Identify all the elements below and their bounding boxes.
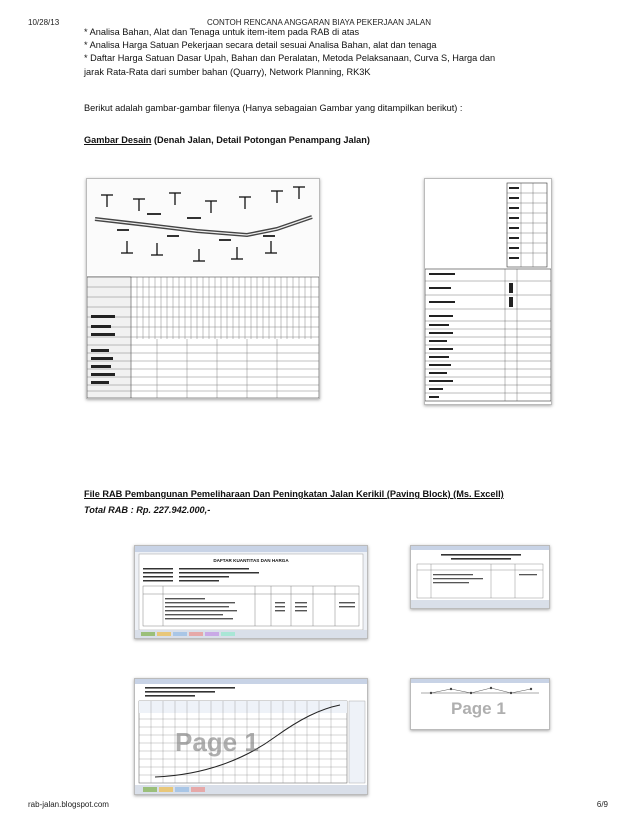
cross-section-drawing-image (424, 178, 552, 405)
footer-url: rab-jalan.blogspot.com (28, 800, 109, 809)
header-title: CONTOH RENCANA ANGGARAN BIAYA PEKERJAAN JALAN (206, 18, 432, 27)
section-design-heading (84, 134, 564, 147)
page-watermark: Page 1 (175, 727, 259, 757)
list-item: jarak Rata-Rata dari sumber bahan (Quarry), Network Planning, RK3K (84, 66, 371, 77)
rab-summary-sheet-image (410, 545, 550, 609)
section-design-title: Gambar Desain (84, 135, 152, 145)
total-rab: Total RAB : Rp. 227.942.000,- (84, 505, 211, 516)
list-item: * Daftar Harga Satuan Dasar Upah, Bahan dan Peralatan, Metoda Pelaksanaan, Curva S, Harga dan (84, 53, 496, 64)
list-item: * Analisa Bahan, Alat dan Tenaga untuk item-item pada RAB di atas (84, 27, 360, 37)
network-planning-sheet-image (410, 678, 550, 730)
section-rab-heading (84, 488, 564, 517)
section-design-subtitle: (Denah Jalan, Detail Potongan Penampang Jalan) (151, 135, 370, 145)
page-watermark: Page 1 (451, 699, 506, 718)
footer-page-number: 6/9 (596, 800, 608, 809)
feature-list (84, 26, 564, 79)
rab-quantity-sheet-image (134, 545, 368, 639)
list-item: * Analisa Harga Satuan Pekerjaan secara detail sesuai Analisa Bahan, alat dan tenaga (84, 40, 437, 51)
spreadsheet-title: DAFTAR KUANTITAS DAN HARGA (213, 558, 289, 563)
road-plan-drawing-image (86, 178, 320, 399)
header-date: 10/28/13 (28, 18, 60, 27)
section-rab-title: File RAB Pembangunan Pemeliharaan Dan Peningkatan Jalan Kerikil (Paving Block) (Ms. Excell) (84, 489, 504, 499)
s-curve-sheet-image (134, 678, 368, 795)
intro-text: Berikut adalah gambar-gambar filenya (Hanya sebagaian Gambar yang ditampilkan berikut) : (84, 103, 463, 113)
